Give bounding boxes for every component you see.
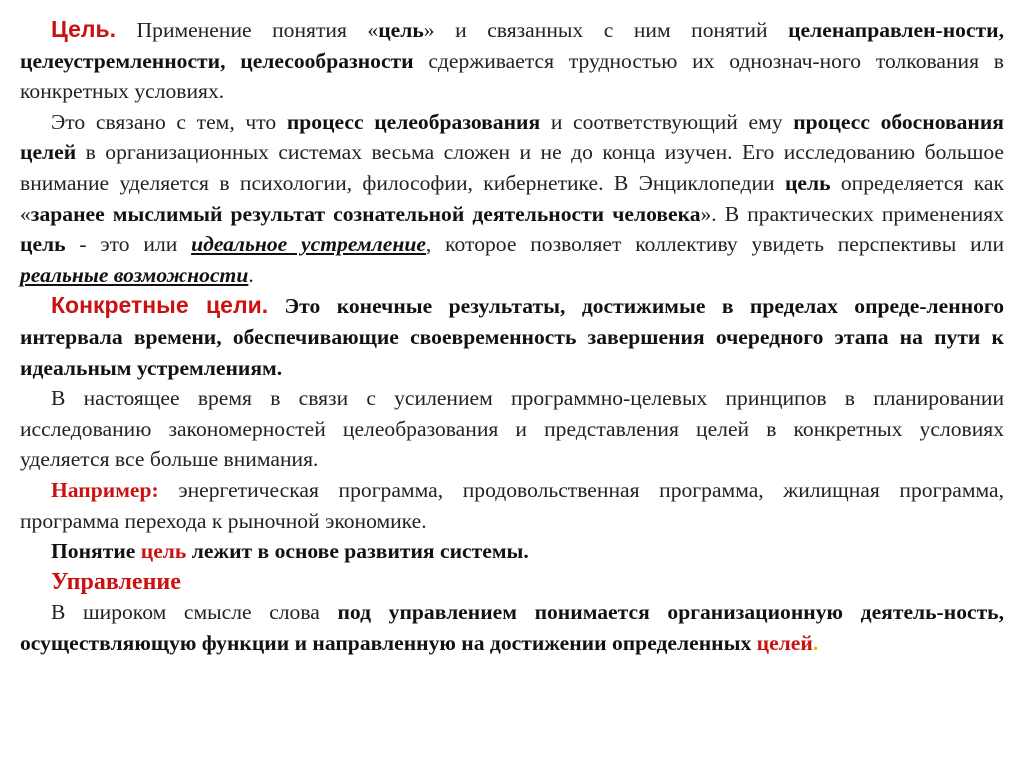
term-real-possibilities: реальные возможности [20,262,249,287]
paragraph-management: В широком смысле слова под управлением понимается организационную деятель-ность, осуществляющую функции и направленную на достижении определенных целей. [20,600,1004,655]
term-concrete-goals: Конкретные цели. [51,292,269,319]
term-ideal-aspiration: идеальное устремление [191,232,426,257]
paragraph-example: Например: энергетическая программа, продовольственная программа, жилищная программа, программа перехода к рыночной экономике. [20,477,1004,533]
heading-management: Управление [51,568,181,595]
term-example: Например: [51,477,159,502]
paragraph-current-time: В настоящее время в связи с усилением программно-целевых принципов в планировании исследованию закономерностей целеобразования и представления целей в конкретных условиях уделяется все больше внимания. [20,386,1004,472]
paragraph-concrete-goals: Конкретные цели. Это конечные результаты, достижимые в пределах опреде-ленного интервала времени, обеспечивающие своевременность завершения очередного этапа на пути к идеальным устремлениям. [20,292,1004,380]
paragraph-goal-basis: Понятие цель лежит в основе развития системы. [51,539,529,564]
term-goal: Цель. [51,16,117,42]
slide-content [20,14,1004,658]
paragraph-goal-definition: Цель. Применение понятия «цель» и связанных с ним понятий целенаправлен-ности, целеустремленности, целесообразности сдерживается трудностью их однознач-ного толкования в конкретных условиях. [20,16,1004,104]
paragraph-goal-process: Это связано с тем, что процесс целеобразования и соответствующий ему процесс обоснования целей в организационных системах весьма сложен и не до конца изучен. Его исследованию большое внимание уделяется в психологии, философии, кибернетике. В Энциклопедии цель определяется как «заранее мыслимый результат сознательной деятельности человека». В практических применениях цель - это или идеальное устремление, которое позволяет коллективу увидеть перспективы или реальные возможности. [20,109,1005,287]
